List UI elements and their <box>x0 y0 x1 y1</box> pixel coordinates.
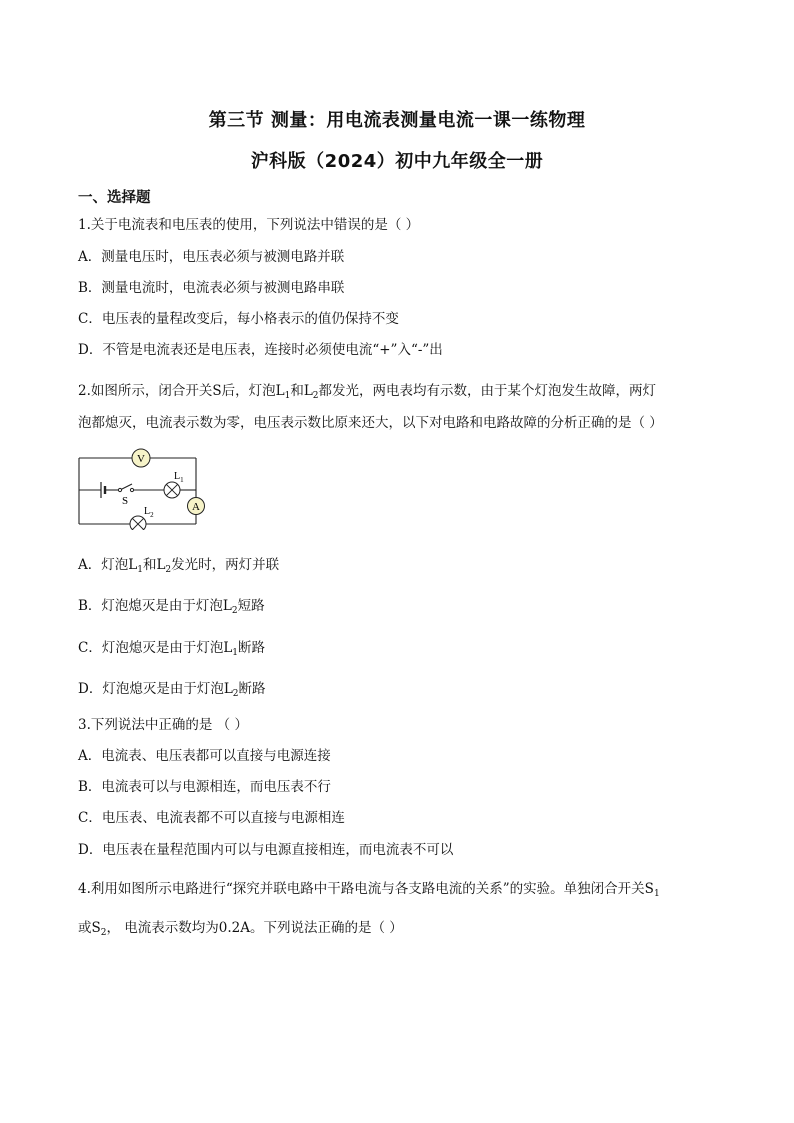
question-2-option-d: D．灯泡熄灭是由于灯泡$L_2$断路 <box>78 681 266 699</box>
lamp-l2-label: $L_2$ <box>144 506 154 519</box>
question-1-stem: 1.关于电流表和电压表的使用，下列说法中错误的是（ ） <box>78 217 420 233</box>
question-1-option-a: A．测量电压时，电压表必须与被测电路并联 <box>78 249 345 265</box>
voltmeter-label: V <box>137 453 145 465</box>
question-4-stem: 4.利用如图所示电路进行“探究并联电路中干路电流与各支路电流的关系”的实验。单独闭合开关$S_1$ <box>78 881 660 899</box>
question-2-option-a: A．灯泡$L_1$和$L_2$发光时，两灯并联 <box>78 557 280 575</box>
question-2-option-c: C．灯泡熄灭是由于灯泡$L_1$断路 <box>78 640 266 658</box>
switch-label: S <box>122 495 129 507</box>
question-1-option-b: B．测量电流时，电流表必须与被测电路串联 <box>78 280 345 296</box>
question-2-option-b: B．灯泡熄灭是由于灯泡$L_2$短路 <box>78 598 265 616</box>
question-3-option-a: A．电流表、电压表都可以直接与电源连接 <box>78 748 331 764</box>
question-1-option-d: D．不管是电流表还是电压表，连接时必须使电流“+”入“-”出 <box>78 342 443 358</box>
question-3-option-b: B．电流表可以与电源相连，而电压表不行 <box>78 779 331 795</box>
lamp-l1-label: $L_1$ <box>174 471 184 484</box>
lamp-l1-icon <box>164 482 180 498</box>
page-title: 第三节 测量：用电流表测量电流一课一练物理 <box>208 110 586 131</box>
section-heading: 一、选择题 <box>78 190 151 206</box>
switch-contact <box>118 488 121 491</box>
switch-contact <box>130 488 133 491</box>
page-subtitle: 沪科版（2024）初中九年级全一册 <box>250 151 544 172</box>
ammeter-label: A <box>192 501 200 513</box>
question-1-option-c: C．电压表的量程改变后，每小格表示的值仍保持不变 <box>78 311 399 327</box>
question-2-stem-line2: 泡都熄灭，电流表示数为零，电压表示数比原来还大，以下对电路和电路故障的分析正确的是（ ） <box>78 415 663 431</box>
question-3-stem: 3.下列说法中正确的是 （ ） <box>78 717 248 733</box>
lamp-l2-icon <box>130 516 146 530</box>
question-3-option-c: C．电压表、电流表都不可以直接与电源相连 <box>78 810 345 826</box>
question-2-stem: 2.如图所示，闭合开关S后，灯泡$L_1$和$L_2$都发光，两电表均有示数，由于某个灯泡发生故障，两灯 <box>78 383 657 401</box>
question-4-stem-line2: 或$S_2$， 电流表示数均为0.2A。下列说法正确的是（ ） <box>78 920 403 938</box>
question-3-option-d: D．电压表在量程范围内可以与电源直接相连，而电流表不可以 <box>78 842 454 858</box>
circuit-diagram <box>72 446 222 530</box>
